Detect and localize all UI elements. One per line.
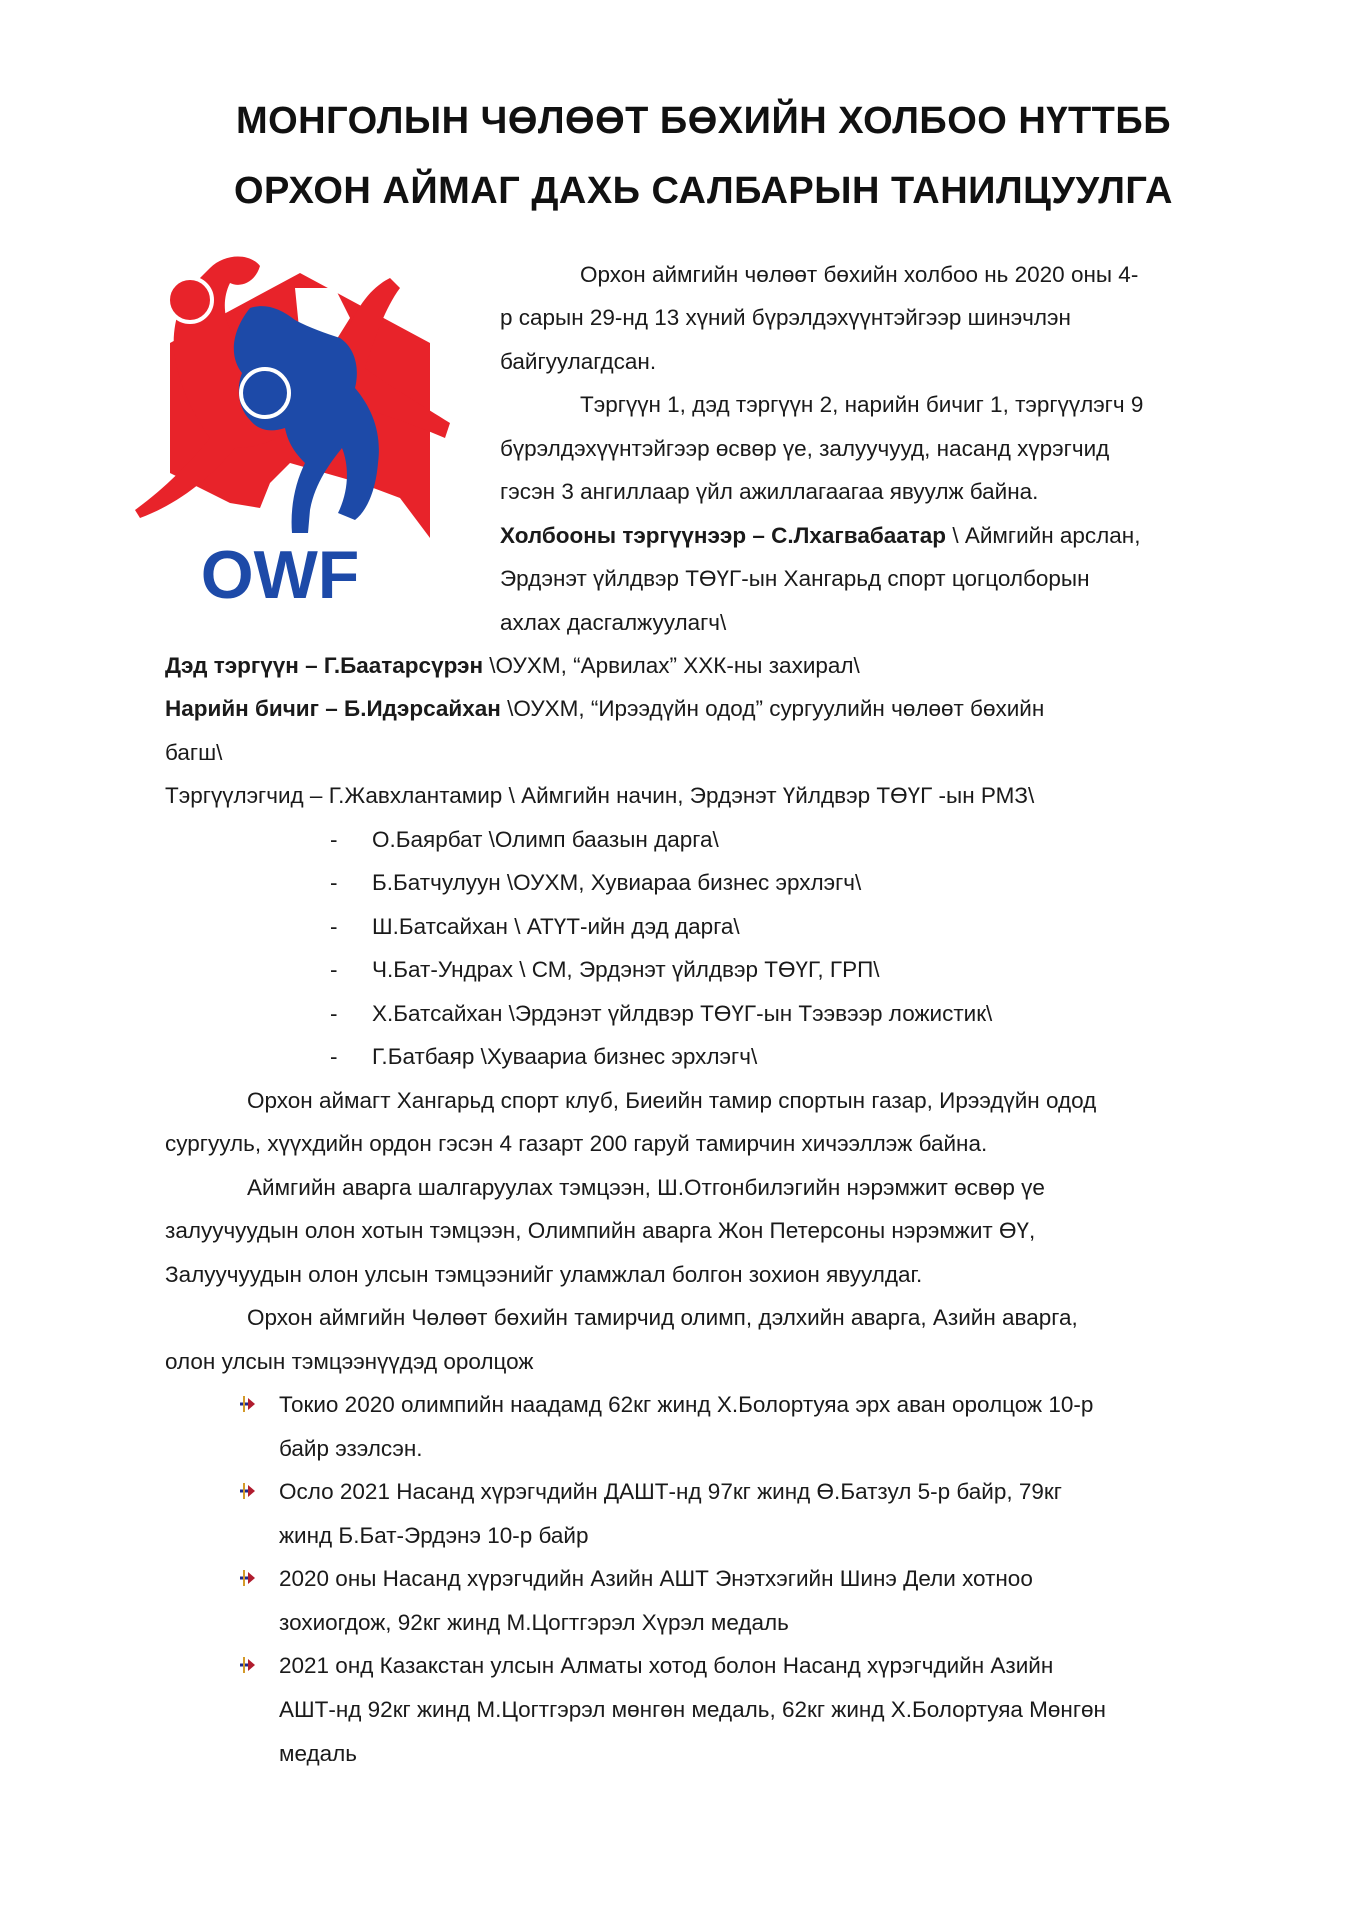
achievement-item-cont: АШТ-нд 92кг жинд М.Цогтгэрэл мөнгөн медаль, 62кг жинд Х.Болортуяа Мөнгөн [279,1697,1106,1722]
list-dash: - [330,870,338,895]
deputy-name: Дэд тэргүүн – Г.Баатарсүрэн [165,653,484,678]
paragraph-1-line-1: Орхон аймагт Хангарьд спорт клуб, Биеийн тамир спортын газар, Ирээдүйн одод [247,1088,1097,1113]
intro-line-4: Тэргүүн 1, дэд тэргүүн 2, нарийн бичиг 1, тэргүүлэгч 9 [580,392,1144,417]
title-line-1: МОНГОЛЫН ЧӨЛӨӨТ БӨХИЙН ХОЛБОО НҮТТББ [235,100,1172,142]
list-dash: - [330,827,338,852]
owf-logo [110,248,460,613]
member-item: Х.Батсайхан \Эрдэнэт үйлдвэр ТӨҮГ-ын Тээвээр ложистик\ [372,1001,993,1026]
member-item: Г.Батбаяр \Хуваариа бизнес эрхлэгч\ [372,1044,758,1069]
bullet-arrow-icon [236,1654,258,1676]
deputy-role: \ОУХМ, “Арвилах” ХХК-ны захирал\ [483,653,860,678]
achievement-item: 2020 оны Насанд хүрэгчдийн Азийн АШТ Энэтхэгийн Шинэ Дели хотноо [279,1566,1033,1591]
bullet-arrow-icon [236,1567,258,1589]
intro-line-2: р сарын 29-нд 13 хүний бүрэлдэхүүнтэйгээр шинэчлэн [500,305,1071,330]
achievement-item: Токио 2020 олимпийн наадамд 62кг жинд Х.Болортуяа эрх аван оролцож 10-р [279,1392,1094,1417]
intro-line-5: бүрэлдэхүүнтэйгээр өсвөр үе, залуучууд, насанд хүрэгчид [500,436,1110,461]
member-item: О.Баярбат \Олимп баазын дарга\ [372,827,719,852]
head-leader-name: Холбооны тэргүүнээр – С.Лхагвабаатар [500,523,947,548]
paragraph-3-line-2: олон улсын тэмцээнүүдэд оролцож [165,1349,534,1374]
secretary-role: \ОУХМ, “Ирээдүйн одод” сургуулийн чөлөөт бөхийн [500,696,1045,721]
head-leader-line [500,523,1140,549]
achievement-item-cont: медаль [279,1741,357,1766]
secretary-name: Нарийн бичиг – Б.Идэрсайхан [165,696,501,721]
achievement-item-cont: зохиогдож, 92кг жинд М.Цогтгэрэл Хүрэл медаль [279,1610,789,1635]
achievement-item: Осло 2021 Насанд хүрэгчдийн ДАШТ-нд 97кг жинд Ө.Батзул 5-р байр, 79кг [279,1479,1062,1504]
head-leader-line-3: ахлах дасгалжуулагч\ [500,610,727,635]
head-leader-line-2: Эрдэнэт үйлдвэр ТӨҮГ-ын Хангарьд спорт цогцолборын [500,566,1090,591]
achievement-item-cont: жинд Б.Бат-Эрдэнэ 10-р байр [279,1523,589,1548]
logo-blue-head [241,369,289,417]
secretary-line [165,696,1044,722]
member-item: Б.Батчулуун \ОУХМ, Хувиараа бизнес эрхлэгч\ [372,870,862,895]
paragraph-2-line-3: Залуучуудын олон улсын тэмцээнийг уламжлал болгон зохион явуулдаг. [165,1262,923,1287]
deputy-line [165,653,860,679]
list-dash: - [330,957,338,982]
paragraph-1-line-2: сургууль, хүүхдийн ордон гэсэн 4 газарт 200 гаруй тамирчин хичээллэж байна. [165,1131,988,1156]
title-line-2: ОРХОН АЙМАГ ДАХЬ САЛБАРЫН ТАНИЛЦУУЛГА [234,170,1173,212]
paragraph-3-line-1: Орхон аймгийн Чөлөөт бөхийн тамирчид олимп, дэлхийн аварга, Азийн аварга, [247,1305,1078,1330]
bullet-arrow-icon [236,1393,258,1415]
member-item: Ч.Бат-Ундрах \ СМ, Эрдэнэт үйлдвэр ТӨҮГ, ГРП\ [372,957,880,982]
head-leader-role: \ Аймгийн арслан, [946,523,1141,548]
paragraph-2-line-2: залуучуудын олон хотын тэмцээн, Олимпийн аварга Жон Петерсоны нэрэмжит ӨҮ, [165,1218,1036,1243]
intro-line-6: гэсэн 3 ангиллаар үйл ажиллагаагаа явуулж байна. [500,479,1039,504]
list-dash: - [330,914,338,939]
logo-text: OWF [200,537,360,613]
member-item: Ш.Батсайхан \ АТҮТ-ийн дэд дарга\ [372,914,740,939]
intro-line-1: Орхон аймгийн чөлөөт бөхийн холбоо нь 2020 оны 4- [580,262,1139,287]
paragraph-2-line-1: Аймгийн аварга шалгаруулах тэмцээн, Ш.Отгонбилэгийн нэрэмжит өсвөр үе [247,1175,1045,1200]
achievement-item-cont: байр эзэлсэн. [279,1436,423,1461]
secretary-line-2: багш\ [165,740,223,765]
board-line: Тэргүүлэгчид – Г.Жавхлантамир \ Аймгийн начин, Эрдэнэт Үйлдвэр ТӨҮГ -ын РМЗ\ [165,783,1035,808]
achievement-item: 2021 онд Казакстан улсын Алматы хотод болон Насанд хүрэгчдийн Азийн [279,1653,1054,1678]
intro-line-3: байгуулагдсан. [500,349,657,374]
list-dash: - [330,1044,338,1069]
bullet-arrow-icon [236,1480,258,1502]
list-dash: - [330,1001,338,1026]
logo-red-head [168,278,212,322]
